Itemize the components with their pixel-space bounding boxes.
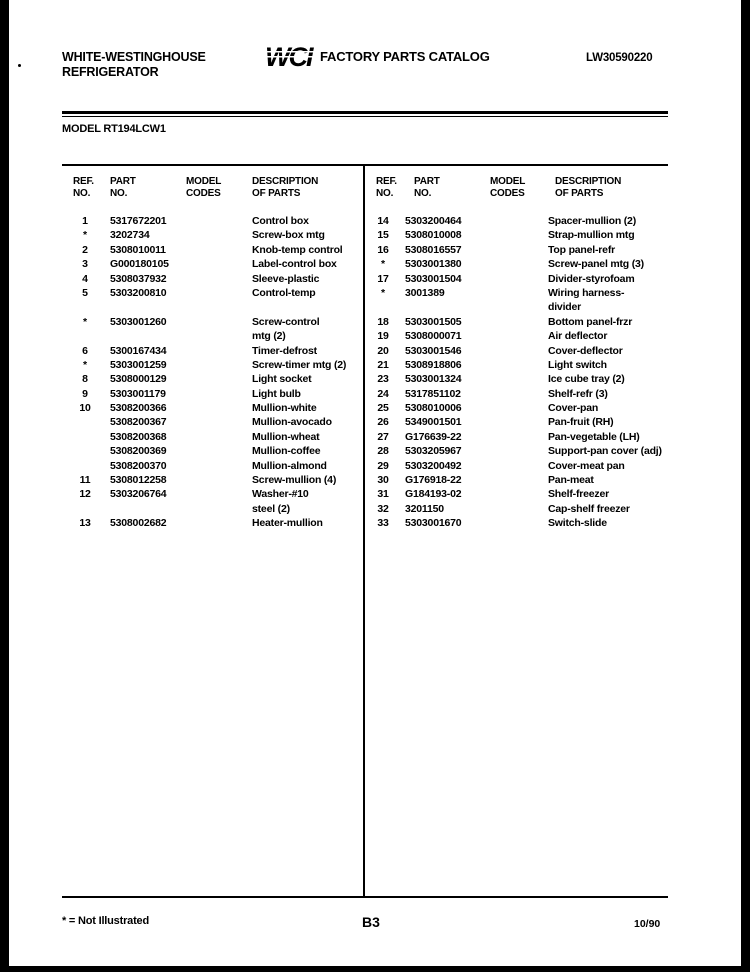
part-number: 5349001501: [405, 416, 462, 429]
part-number: 5303001505: [405, 315, 462, 328]
part-ref-number: 32: [377, 502, 389, 515]
part-description: Cover-pan: [548, 402, 599, 415]
part-description: Divider-styrofoam: [548, 272, 635, 285]
product-type: REFRIGERATOR: [62, 65, 159, 79]
col-header-codes: MODEL CODES: [186, 176, 222, 199]
part-number: 5308200366: [110, 402, 167, 415]
part-number: 5317851102: [405, 387, 461, 400]
part-ref-number: 8: [82, 373, 88, 386]
part-number: 5308200367: [110, 416, 167, 429]
part-description: Ice cube tray (2): [548, 373, 625, 386]
part-number: G000180105: [110, 258, 169, 271]
col-header-ref-right: REF. NO.: [376, 176, 397, 199]
part-number: 5308200369: [110, 445, 167, 458]
col-header-part-right: PART NO.: [414, 176, 440, 199]
brand-block: [62, 50, 206, 80]
part-description: Cover-deflector: [548, 344, 623, 357]
part-description: Screw-box mtg: [252, 229, 325, 242]
part-description: Pan-fruit (RH): [548, 416, 614, 429]
part-ref-number: 19: [377, 330, 389, 343]
part-description: divider: [548, 301, 582, 314]
part-ref-number: 10: [79, 402, 91, 415]
part-description: Cover-meat pan: [548, 459, 625, 472]
part-description: Support-pan cover (adj): [548, 445, 662, 458]
part-description: Shelf-refr (3): [548, 387, 608, 400]
part-number: 5303200492: [405, 459, 462, 472]
part-description: Pan-vegetable (LH): [548, 430, 640, 443]
part-description: Timer-defrost: [252, 344, 317, 357]
part-description: mtg (2): [252, 330, 286, 343]
part-description: Bottom panel-frzr: [548, 315, 633, 328]
part-ref-number: 14: [377, 215, 389, 227]
part-number: 5303001260: [110, 315, 167, 328]
part-number: 5308012258: [110, 474, 167, 487]
part-ref-number: 20: [377, 344, 389, 357]
part-ref-number: *: [83, 315, 87, 328]
part-ref-number: 11: [79, 474, 91, 487]
header-rule-thick: [62, 111, 668, 114]
catalog-code: LW30590220: [586, 52, 653, 64]
part-number: 5308200368: [110, 430, 167, 443]
part-number: 5308918806: [405, 358, 462, 371]
col-header-desc: DESCRIPTION OF PARTS: [252, 176, 319, 199]
part-description: Mullion-white: [252, 402, 317, 415]
part-description: Light socket: [252, 373, 312, 386]
part-ref-number: 21: [377, 358, 389, 371]
part-ref-number: 30: [377, 474, 389, 487]
part-description: Screw-mullion (4): [252, 474, 337, 487]
part-number: 5303200810: [110, 286, 167, 299]
part-description: Light switch: [548, 358, 607, 371]
col-header-desc-right: DESCRIPTION OF PARTS: [555, 176, 622, 199]
model-number: MODEL RT194LCW1: [62, 123, 166, 135]
wci-logo: [264, 42, 316, 70]
part-description: Washer-#10: [252, 488, 309, 501]
part-number: 3001389: [405, 286, 445, 299]
part-number: 5308010011: [110, 243, 166, 256]
part-description: Mullion-almond: [252, 459, 327, 472]
part-number: 5308010006: [405, 402, 462, 415]
part-ref-number: 31: [377, 488, 389, 501]
part-description: Light bulb: [252, 387, 301, 400]
part-number: 5317672201: [110, 215, 167, 227]
revision-date: 10/90: [634, 918, 661, 930]
column-divider: [363, 164, 365, 896]
part-number: 5308016557: [405, 243, 462, 256]
part-description: Mullion-coffee: [252, 445, 321, 458]
catalog-title: FACTORY PARTS CATALOG: [320, 49, 490, 64]
part-ref-number: 9: [82, 387, 88, 400]
part-number: 5303206764: [110, 488, 167, 501]
part-ref-number: *: [381, 286, 385, 299]
part-description: Screw-control: [252, 315, 320, 328]
part-ref-number: 16: [377, 243, 389, 256]
part-ref-number: 3: [82, 258, 88, 271]
part-ref-number: *: [83, 229, 87, 242]
part-ref-number: *: [381, 258, 385, 271]
part-description: Cap-shelf freezer: [548, 502, 630, 515]
part-description: Label-control box: [252, 258, 337, 271]
part-ref-number: 1: [82, 215, 88, 227]
part-ref-number: 5: [82, 286, 88, 299]
part-number: G184193-02: [405, 488, 462, 501]
table-bottom-rule: [62, 896, 668, 898]
part-ref-number: 15: [377, 229, 389, 242]
part-description: Strap-mullion mtg: [548, 229, 635, 242]
brand-name: WHITE-WESTINGHOUSE: [62, 50, 206, 64]
scan-border-right: [741, 0, 750, 972]
part-description: Screw-panel mtg (3): [548, 258, 644, 271]
part-number: 5303001259: [110, 358, 167, 371]
part-description: Air deflector: [548, 330, 608, 343]
part-ref-number: 17: [377, 272, 389, 285]
part-number: 5303200464: [405, 215, 462, 227]
part-number: 5303001179: [110, 387, 166, 400]
scan-border-left: [0, 0, 9, 972]
part-description: Spacer-mullion (2): [548, 215, 636, 227]
part-ref-number: 2: [82, 243, 88, 256]
part-ref-number: 25: [377, 402, 389, 415]
part-description: steel (2): [252, 502, 290, 515]
part-number: 5303001670: [405, 517, 462, 530]
part-description: Switch-slide: [548, 517, 607, 530]
part-number: 5303205967: [405, 445, 462, 458]
part-description: Shelf-freezer: [548, 488, 610, 501]
part-description: Screw-timer mtg (2): [252, 358, 347, 371]
part-ref-number: 6: [82, 344, 88, 357]
part-number: 5300167434: [110, 344, 167, 357]
page-number: B3: [362, 914, 380, 930]
part-number: G176918-22: [405, 474, 462, 487]
part-ref-number: 12: [79, 488, 91, 501]
part-ref-number: 26: [377, 416, 389, 429]
col-header-part: PART NO.: [110, 176, 136, 199]
part-ref-number: 13: [79, 517, 91, 530]
part-number: 5308200370: [110, 459, 167, 472]
part-ref-number: 24: [377, 387, 389, 400]
part-number: 5308000071: [405, 330, 462, 343]
scan-border-bottom: [0, 966, 750, 972]
col-header-codes-right: MODEL CODES: [490, 176, 526, 199]
part-description: Control box: [252, 215, 309, 227]
part-number: 5303001504: [405, 272, 462, 285]
part-number: 5303001380: [405, 258, 462, 271]
part-number: 5308010008: [405, 229, 462, 242]
part-number: 3202734: [110, 229, 150, 242]
part-ref-number: 23: [377, 373, 389, 386]
part-number: 5308000129: [110, 373, 167, 386]
part-description: Top panel-refr: [548, 243, 616, 256]
part-ref-number: 18: [377, 315, 389, 328]
part-description: Pan-meat: [548, 474, 594, 487]
part-description: Sleeve-plastic: [252, 272, 320, 285]
part-number: 5303001546: [405, 344, 462, 357]
part-number: 5308037932: [110, 272, 167, 285]
table-top-rule: [62, 164, 668, 166]
part-number: 3201150: [405, 502, 444, 515]
part-description: Knob-temp control: [252, 243, 343, 256]
part-number: G176639-22: [405, 430, 462, 443]
part-ref-number: 4: [82, 272, 88, 285]
part-description: Mullion-wheat: [252, 430, 320, 443]
part-description: Heater-mullion: [252, 517, 323, 530]
not-illustrated-note: * = Not Illustrated: [62, 915, 149, 927]
part-ref-number: 28: [377, 445, 389, 458]
part-number: 5303001324: [405, 373, 462, 386]
part-description: Control-temp: [252, 286, 316, 299]
part-description: Wiring harness-: [548, 286, 625, 299]
part-ref-number: 29: [377, 459, 389, 472]
part-ref-number: 27: [377, 430, 389, 443]
part-description: Mullion-avocado: [252, 416, 332, 429]
part-ref-number: *: [83, 358, 87, 371]
part-ref-number: 33: [377, 517, 389, 530]
scan-speck: [18, 64, 21, 67]
part-number: 5308002682: [110, 517, 167, 530]
col-header-ref: REF. NO.: [73, 176, 94, 199]
header-rule-thin: [62, 116, 668, 117]
